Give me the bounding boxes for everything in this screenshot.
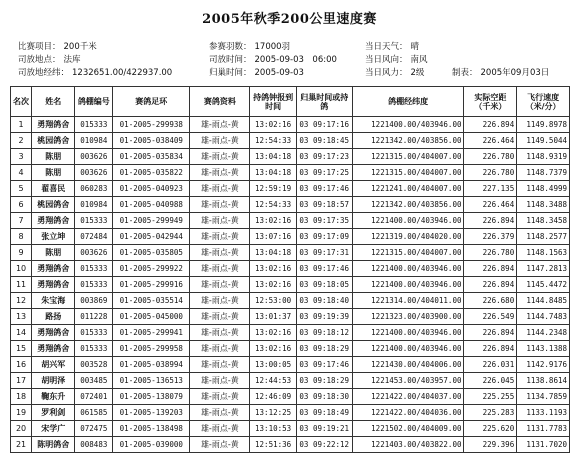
col-header-name: 姓名 [32, 87, 75, 117]
wind-dir-label: 当日风向： [365, 55, 408, 65]
cell-name: 勇翔鸽舍 [32, 277, 75, 293]
cell-name: 勇翔鸽舍 [32, 213, 75, 229]
cell-bird-info: 雄-雨点-黄 [190, 117, 250, 133]
cell-clock-time: 13:00:05 [250, 357, 296, 373]
info-release-time [209, 55, 337, 66]
cell-bird-info: 雄-雨点-黄 [190, 133, 250, 149]
cell-rank: 4 [11, 165, 32, 181]
cell-speed: 1148.9319 [517, 149, 570, 165]
cell-ring: 01-2005-299938 [113, 117, 190, 133]
table-row [11, 277, 570, 293]
cell-clock-time: 13:10:53 [250, 421, 296, 437]
cell-speed: 1144.2348 [517, 325, 570, 341]
cell-speed: 1148.4999 [517, 181, 570, 197]
wind-force-label: 当日风力： [365, 68, 408, 78]
cell-return-time: 03 09:17:25 [296, 165, 352, 181]
cell-distance: 226.680 [464, 293, 517, 309]
cell-rank: 11 [11, 277, 32, 293]
cell-return-time: 03 09:18:29 [296, 373, 352, 389]
cell-clock-time: 12:44:53 [250, 373, 296, 389]
cell-clock-time: 13:02:16 [250, 341, 296, 357]
col-header-distance: 实际空距（千米） [464, 87, 517, 117]
info-return-time [209, 68, 304, 79]
cell-bird-info: 雄-雨点-黄 [190, 165, 250, 181]
cell-loft-id: 015333 [75, 213, 113, 229]
cell-name: 勇翔鸽舍 [32, 341, 75, 357]
cell-loft-id: 072475 [75, 421, 113, 437]
table-row [11, 229, 570, 245]
info-wind-force [365, 68, 424, 79]
info-made [452, 68, 549, 79]
cell-rank: 8 [11, 229, 32, 245]
release-coord-value: 1232651.00/422937.00 [72, 68, 173, 78]
cell-bird-info: 雄-雨点-黄 [190, 197, 250, 213]
table-row [11, 165, 570, 181]
cell-ring: 01-2005-138498 [113, 421, 190, 437]
cell-return-time: 03 09:19:21 [296, 421, 352, 437]
cell-clock-time: 12:51:36 [250, 437, 296, 453]
cell-coord: 1221422.00/404036.00 [352, 405, 464, 421]
cell-loft-id: 003626 [75, 149, 113, 165]
cell-distance: 226.464 [464, 197, 517, 213]
cell-clock-time: 13:04:18 [250, 165, 296, 181]
col-header-rank: 名次 [11, 87, 32, 117]
cell-clock-time: 13:01:37 [250, 309, 296, 325]
cell-coord: 1221342.00/403856.00 [352, 133, 464, 149]
release-time-label: 司放时间： [209, 55, 252, 65]
cell-loft-id: 003626 [75, 165, 113, 181]
cell-distance: 226.894 [464, 117, 517, 133]
cell-return-time: 03 09:18:49 [296, 405, 352, 421]
cell-ring: 01-2005-040923 [113, 181, 190, 197]
cell-bird-info: 雄-雨点-黄 [190, 181, 250, 197]
project-value: 200千米 [63, 42, 97, 52]
col-header-bird-info: 赛鸽资料 [190, 87, 250, 117]
info-wind-dir [365, 55, 428, 66]
cell-ring: 01-2005-045000 [113, 309, 190, 325]
cell-coord: 1221315.00/404007.00 [352, 245, 464, 261]
cell-coord: 1221315.00/404007.00 [352, 165, 464, 181]
cell-rank: 20 [11, 421, 32, 437]
cell-rank: 18 [11, 389, 32, 405]
page-title: 2005年秋季200公里速度赛 [202, 12, 377, 27]
cell-ring: 01-2005-035834 [113, 149, 190, 165]
cell-loft-id: 015333 [75, 325, 113, 341]
return-time-value: 2005-09-03 [254, 68, 304, 78]
cell-speed: 1131.7020 [517, 437, 570, 453]
cell-return-time: 03 09:19:39 [296, 309, 352, 325]
cell-distance: 226.031 [464, 357, 517, 373]
cell-name: 朱宝海 [32, 293, 75, 309]
cell-name: 翟喜民 [32, 181, 75, 197]
cell-rank: 5 [11, 181, 32, 197]
cell-distance: 226.894 [464, 261, 517, 277]
cell-bird-info: 雄-雨点-黄 [190, 245, 250, 261]
weather-label: 当日天气： [365, 42, 408, 52]
cell-rank: 15 [11, 341, 32, 357]
wind-force-value: 2级 [410, 68, 425, 78]
cell-bird-info: 雄-雨点-黄 [190, 309, 250, 325]
cell-speed: 1133.1193 [517, 405, 570, 421]
cell-return-time: 03 09:18:05 [296, 277, 352, 293]
cell-bird-info: 雄-雨点-黄 [190, 293, 250, 309]
cell-name: 桃园鸽舍 [32, 197, 75, 213]
cell-distance: 226.780 [464, 245, 517, 261]
cell-clock-time: 12:54:33 [250, 197, 296, 213]
cell-name: 陈明鸽舍 [32, 437, 75, 453]
cell-speed: 1148.2577 [517, 229, 570, 245]
cell-bird-info: 雄-雨点-黄 [190, 229, 250, 245]
table-row [11, 133, 570, 149]
cell-bird-info: 雄-雨点-黄 [190, 341, 250, 357]
cell-coord: 1221342.00/403856.00 [352, 197, 464, 213]
cell-bird-info: 雄-雨点-黄 [190, 437, 250, 453]
cell-rank: 16 [11, 357, 32, 373]
cell-rank: 17 [11, 373, 32, 389]
made-label: 制表： [452, 68, 478, 78]
cell-speed: 1149.8978 [517, 117, 570, 133]
cell-distance: 226.379 [464, 229, 517, 245]
cell-return-time: 03 09:17:23 [296, 149, 352, 165]
cell-clock-time: 12:59:19 [250, 181, 296, 197]
cell-clock-time: 13:07:16 [250, 229, 296, 245]
cell-loft-id: 003626 [75, 245, 113, 261]
table-row [11, 149, 570, 165]
cell-distance: 225.620 [464, 421, 517, 437]
cell-loft-id: 003869 [75, 293, 113, 309]
cell-loft-id: 072484 [75, 229, 113, 245]
table-row [11, 309, 570, 325]
col-header-ring: 赛鸽足环 [113, 87, 190, 117]
cell-name: 陈朋 [32, 165, 75, 181]
cell-rank: 10 [11, 261, 32, 277]
cell-speed: 1145.4472 [517, 277, 570, 293]
cell-loft-id: 003528 [75, 357, 113, 373]
cell-bird-info: 雄-雨点-黄 [190, 421, 250, 437]
cell-name: 鞠东升 [32, 389, 75, 405]
cell-name: 勇翔鸽舍 [32, 117, 75, 133]
cell-distance: 226.464 [464, 133, 517, 149]
col-header-clock-time: 持鸽钟报到时间 [250, 87, 296, 117]
info-count [209, 42, 290, 53]
cell-coord: 1221502.00/404009.00 [352, 421, 464, 437]
cell-ring: 01-2005-039000 [113, 437, 190, 453]
cell-speed: 1149.5044 [517, 133, 570, 149]
cell-distance: 227.135 [464, 181, 517, 197]
table-row [11, 293, 570, 309]
cell-bird-info: 雄-雨点-黄 [190, 261, 250, 277]
col-header-loft-id: 鸽棚编号 [75, 87, 113, 117]
cell-return-time: 03 09:17:16 [296, 117, 352, 133]
cell-loft-id: 060283 [75, 181, 113, 197]
cell-name: 胡明泽 [32, 373, 75, 389]
info-project [18, 42, 97, 53]
cell-distance: 225.283 [464, 405, 517, 421]
table-row [11, 181, 570, 197]
table-row [11, 117, 570, 133]
col-header-speed: 飞行速度（米/分） [517, 87, 570, 117]
cell-bird-info: 雄-雨点-黄 [190, 149, 250, 165]
table-row [11, 341, 570, 357]
cell-rank: 7 [11, 213, 32, 229]
table-row [11, 421, 570, 437]
cell-coord: 1221422.00/404037.00 [352, 389, 464, 405]
cell-loft-id: 010984 [75, 133, 113, 149]
cell-loft-id: 061585 [75, 405, 113, 421]
cell-coord: 1221241.00/404007.00 [352, 181, 464, 197]
cell-bird-info: 雄-雨点-黄 [190, 389, 250, 405]
cell-loft-id: 010984 [75, 197, 113, 213]
table-row [11, 389, 570, 405]
cell-return-time: 03 09:18:45 [296, 133, 352, 149]
cell-distance: 226.894 [464, 277, 517, 293]
cell-rank: 14 [11, 325, 32, 341]
cell-rank: 12 [11, 293, 32, 309]
cell-rank: 9 [11, 245, 32, 261]
cell-ring: 01-2005-136513 [113, 373, 190, 389]
cell-coord: 1221400.00/403946.00 [352, 325, 464, 341]
cell-clock-time: 13:02:16 [250, 277, 296, 293]
cell-distance: 226.549 [464, 309, 517, 325]
cell-speed: 1148.3458 [517, 213, 570, 229]
cell-distance: 226.894 [464, 213, 517, 229]
count-value: 17000羽 [254, 42, 291, 52]
cell-ring: 01-2005-299916 [113, 277, 190, 293]
cell-distance: 226.045 [464, 373, 517, 389]
count-label: 参赛羽数： [209, 42, 252, 52]
wind-dir-value: 南风 [410, 55, 428, 65]
cell-name: 陈朋 [32, 149, 75, 165]
cell-speed: 1143.1388 [517, 341, 570, 357]
cell-name: 勇翔鸽舍 [32, 325, 75, 341]
cell-loft-id: 015333 [75, 277, 113, 293]
made-date: 2005年09月03日 [480, 68, 550, 78]
cell-bird-info: 雄-雨点-黄 [190, 373, 250, 389]
cell-ring: 01-2005-299949 [113, 213, 190, 229]
cell-clock-time: 12:53:00 [250, 293, 296, 309]
table-row [11, 213, 570, 229]
cell-return-time: 03 09:17:35 [296, 213, 352, 229]
release-place-value: 法库 [63, 55, 81, 65]
table-row [11, 197, 570, 213]
cell-return-time: 03 09:17:46 [296, 261, 352, 277]
cell-loft-id: 015333 [75, 261, 113, 277]
cell-coord: 1221315.00/404007.00 [352, 149, 464, 165]
results-table [10, 86, 570, 453]
cell-rank: 3 [11, 149, 32, 165]
cell-clock-time: 12:46:09 [250, 389, 296, 405]
table-header-row [11, 87, 570, 117]
cell-coord: 1221400.00/403946.00 [352, 213, 464, 229]
info-release-place [18, 55, 81, 66]
cell-name: 路扬 [32, 309, 75, 325]
cell-ring: 01-2005-038409 [113, 133, 190, 149]
cell-rank: 19 [11, 405, 32, 421]
cell-distance: 226.780 [464, 165, 517, 181]
cell-clock-time: 13:02:16 [250, 213, 296, 229]
release-coord-label: 司放地经纬： [18, 68, 70, 78]
cell-coord: 1221400.00/403946.00 [352, 277, 464, 293]
cell-ring: 01-2005-035822 [113, 165, 190, 181]
cell-return-time: 03 09:17:31 [296, 245, 352, 261]
cell-coord: 1221400.00/403946.00 [352, 117, 464, 133]
cell-bird-info: 雄-雨点-黄 [190, 405, 250, 421]
cell-clock-time: 13:04:18 [250, 149, 296, 165]
cell-coord: 1221403.00/403822.00 [352, 437, 464, 453]
cell-speed: 1144.8485 [517, 293, 570, 309]
cell-ring: 01-2005-042944 [113, 229, 190, 245]
cell-return-time: 03 09:18:12 [296, 325, 352, 341]
cell-ring: 01-2005-139203 [113, 405, 190, 421]
cell-bird-info: 雄-雨点-黄 [190, 213, 250, 229]
cell-speed: 1134.7859 [517, 389, 570, 405]
cell-clock-time: 13:04:18 [250, 245, 296, 261]
cell-clock-time: 13:12:25 [250, 405, 296, 421]
cell-bird-info: 雄-雨点-黄 [190, 277, 250, 293]
cell-rank: 13 [11, 309, 32, 325]
info-weather [365, 42, 419, 53]
table-row [11, 357, 570, 373]
return-time-label: 归巢时间： [209, 68, 252, 78]
cell-coord: 1221400.00/403946.00 [352, 341, 464, 357]
cell-name: 宋学广 [32, 421, 75, 437]
cell-ring: 01-2005-038994 [113, 357, 190, 373]
cell-distance: 226.894 [464, 325, 517, 341]
cell-return-time: 03 09:18:40 [296, 293, 352, 309]
cell-return-time: 03 09:18:30 [296, 389, 352, 405]
cell-ring: 01-2005-138079 [113, 389, 190, 405]
cell-distance: 226.894 [464, 341, 517, 357]
cell-coord: 1221400.00/403946.00 [352, 261, 464, 277]
project-label: 比赛项目： [18, 42, 61, 52]
cell-bird-info: 雄-雨点-黄 [190, 325, 250, 341]
cell-speed: 1148.1563 [517, 245, 570, 261]
release-place-label: 司放地点： [18, 55, 61, 65]
cell-name: 桃园鸽舍 [32, 133, 75, 149]
cell-return-time: 03 09:17:09 [296, 229, 352, 245]
cell-speed: 1131.7783 [517, 421, 570, 437]
cell-name: 陈朋 [32, 245, 75, 261]
table-row [11, 325, 570, 341]
cell-ring: 01-2005-035514 [113, 293, 190, 309]
cell-clock-time: 13:02:16 [250, 261, 296, 277]
cell-speed: 1142.9176 [517, 357, 570, 373]
table-row [11, 373, 570, 389]
cell-clock-time: 13:02:16 [250, 325, 296, 341]
cell-speed: 1148.3488 [517, 197, 570, 213]
cell-name: 勇翔鸽舍 [32, 261, 75, 277]
cell-rank: 2 [11, 133, 32, 149]
cell-return-time: 03 09:18:29 [296, 341, 352, 357]
cell-distance: 225.255 [464, 389, 517, 405]
info-release-coord [18, 68, 172, 79]
cell-return-time: 03 09:22:12 [296, 437, 352, 453]
cell-ring: 01-2005-035805 [113, 245, 190, 261]
cell-clock-time: 13:02:16 [250, 117, 296, 133]
cell-loft-id: 011228 [75, 309, 113, 325]
table-body [11, 117, 570, 453]
cell-coord: 1221453.00/403957.00 [352, 373, 464, 389]
cell-ring: 01-2005-299958 [113, 341, 190, 357]
cell-name: 罗利剑 [32, 405, 75, 421]
cell-coord: 1221314.00/404011.00 [352, 293, 464, 309]
cell-loft-id: 015333 [75, 117, 113, 133]
cell-speed: 1148.7379 [517, 165, 570, 181]
cell-rank: 6 [11, 197, 32, 213]
cell-return-time: 03 09:17:46 [296, 357, 352, 373]
cell-loft-id: 015333 [75, 341, 113, 357]
cell-return-time: 03 09:17:46 [296, 181, 352, 197]
cell-name: 胡兴军 [32, 357, 75, 373]
cell-clock-time: 12:54:33 [250, 133, 296, 149]
cell-ring: 01-2005-299941 [113, 325, 190, 341]
cell-bird-info: 雄-雨点-黄 [190, 357, 250, 373]
cell-rank: 21 [11, 437, 32, 453]
cell-loft-id: 008483 [75, 437, 113, 453]
release-time-value: 2005-09-03 06:00 [254, 55, 337, 65]
col-header-coord: 鸽棚经纬度 [352, 87, 464, 117]
cell-ring: 01-2005-040988 [113, 197, 190, 213]
cell-loft-id: 072401 [75, 389, 113, 405]
cell-coord: 1221319.00/404020.00 [352, 229, 464, 245]
cell-distance: 229.396 [464, 437, 517, 453]
cell-rank: 1 [11, 117, 32, 133]
cell-coord: 1221323.00/403900.00 [352, 309, 464, 325]
cell-ring: 01-2005-299922 [113, 261, 190, 277]
cell-speed: 1144.7483 [517, 309, 570, 325]
table-row [11, 437, 570, 453]
table-row [11, 245, 570, 261]
cell-coord: 1221430.00/404006.00 [352, 357, 464, 373]
cell-name: 张立坤 [32, 229, 75, 245]
cell-speed: 1138.8614 [517, 373, 570, 389]
col-header-return-time: 归巢时间或持鸽 [296, 87, 352, 117]
cell-distance: 226.780 [464, 149, 517, 165]
table-row [11, 405, 570, 421]
cell-speed: 1147.2813 [517, 261, 570, 277]
table-row [11, 261, 570, 277]
cell-loft-id: 003485 [75, 373, 113, 389]
weather-value: 晴 [410, 42, 420, 52]
cell-return-time: 03 09:18:57 [296, 197, 352, 213]
